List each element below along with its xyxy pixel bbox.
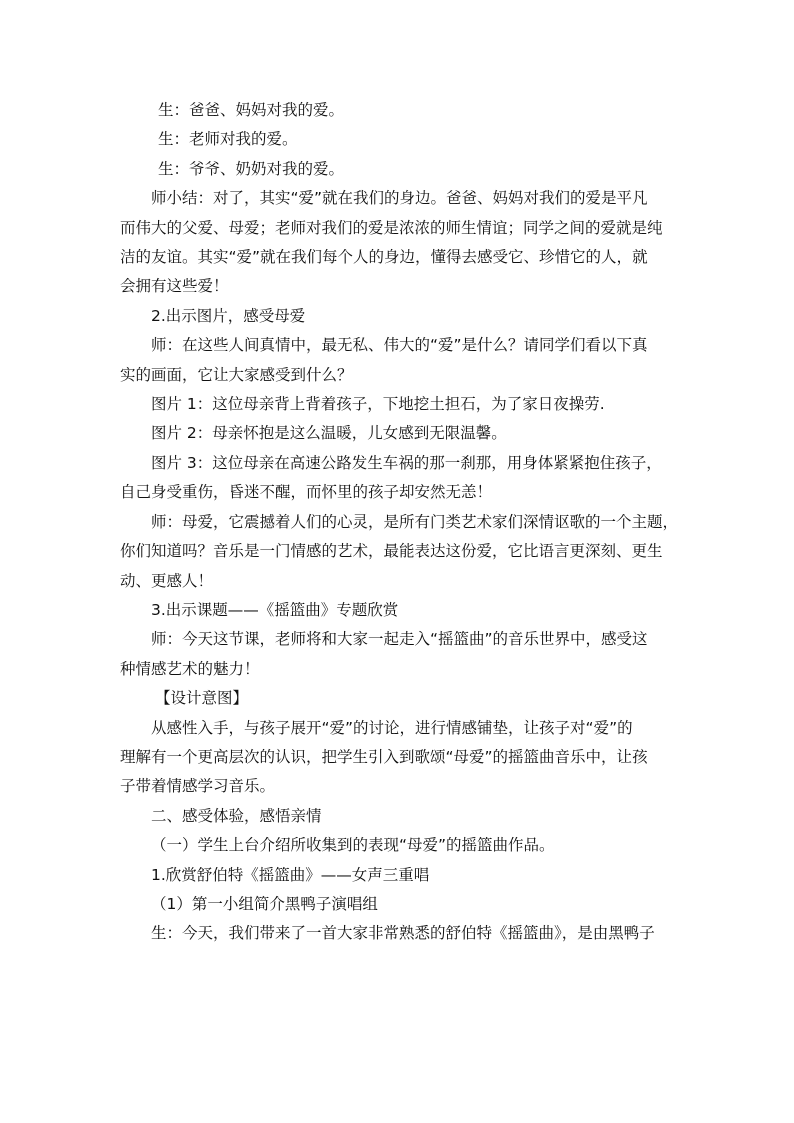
paragraph-teacher-motherlove-line-1: 师：母爱，它震撼着人们的心灵，是所有门类艺术家们深情讴歌的一个主题， — [151, 512, 679, 531]
section-heading-3: 3.出示课题——《摇篮曲》专题欣赏 — [151, 600, 399, 619]
section-heading-2: 2.出示图片，感受母爱 — [151, 306, 306, 325]
paragraph-picture-3-line-1: 图片 3：这位母亲在高速公路发生车祸的那一刹那，用身体紧紧抱住孩子， — [151, 453, 662, 472]
paragraph-student-schubert: 生：今天，我们带来了一首大家非常熟悉的舒伯特《摇篮曲》，是由黑鸭子 — [151, 924, 655, 943]
subsection-heading-one: （一）学生上台介绍所收集到的表现“母爱”的摇篮曲作品。 — [151, 836, 555, 855]
paragraph-teacher-motherlove-line-2: 你们知道吗？音乐是一门情感的艺术，最能表达这份爱，它比语言更深刻、更生 — [120, 542, 663, 561]
paragraph-student-teacher: 生：老师对我的爱。 — [158, 130, 298, 149]
paragraph-picture-2: 图片 2：母亲怀抱是这么温暖，儿女感到无限温馨。 — [151, 424, 507, 443]
item-subheading-group-one: （1）第一小组简介黑鸭子演唱组 — [151, 894, 378, 913]
paragraph-teacher-motherlove-line-3: 动、更感人！ — [120, 571, 214, 590]
paragraph-design-intent-line-1: 从感性入手，与孩子展开“爱”的讨论，进行情感铺垫，让孩子对“爱”的 — [151, 718, 633, 737]
paragraph-design-intent-line-2: 理解有一个更高层次的认识，把学生引入到歌颂“母爱”的摇篮曲音乐中，让孩 — [120, 747, 648, 766]
paragraph-teacher-question-line-1: 师：在这些人间真情中，最无私、伟大的“爱”是什么？请同学们看以下真 — [151, 336, 648, 355]
paragraph-student-parents: 生：爸爸、妈妈对我的爱。 — [158, 101, 345, 119]
item-heading-schubert: 1.欣赏舒伯特《摇篮曲》——女声三重唱 — [151, 865, 430, 884]
paragraph-teacher-intro-line-2: 种情感艺术的魅力！ — [120, 659, 260, 678]
document-body — [120, 96, 680, 949]
paragraph-summary-line-4: 会拥有这些爱！ — [120, 277, 229, 296]
paragraph-teacher-question-line-2: 实的画面，它让大家感受到什么？ — [120, 365, 353, 384]
paragraph-picture-3-line-2: 自己身受重伤，昏迷不醒，而怀里的孩子却安然无恙！ — [120, 483, 493, 502]
paragraph-design-intent-line-3: 子带着情感学习音乐。 — [120, 777, 276, 796]
paragraph-picture-1: 图片 1：这位母亲背上背着孩子，下地挖土担石，为了家日夜操劳. — [151, 395, 605, 414]
paragraph-student-grandparents: 生：爷爷、奶奶对我的爱。 — [158, 159, 345, 178]
design-intent-heading: 【设计意图】 — [155, 689, 249, 708]
paragraph-summary-line-2: 而伟大的父爱、母爱；老师对我们的爱是浓浓的师生情谊；同学之间的爱就是纯 — [120, 218, 663, 237]
section-heading-part-two: 二、感受体验，感悟亲情 — [151, 806, 322, 825]
paragraph-summary-line-3: 洁的友谊。其实“爱”就在我们每个人的身边，懂得去感受它、珍惜它的人，就 — [120, 248, 648, 267]
paragraph-teacher-intro-line-1: 师：今天这节课，老师将和大家一起走入“摇篮曲”的音乐世界中，感受这 — [151, 630, 648, 649]
paragraph-summary-line-1: 师小结：对了，其实“爱”就在我们的身边。爸爸、妈妈对我们的爱是平凡 — [151, 189, 648, 208]
